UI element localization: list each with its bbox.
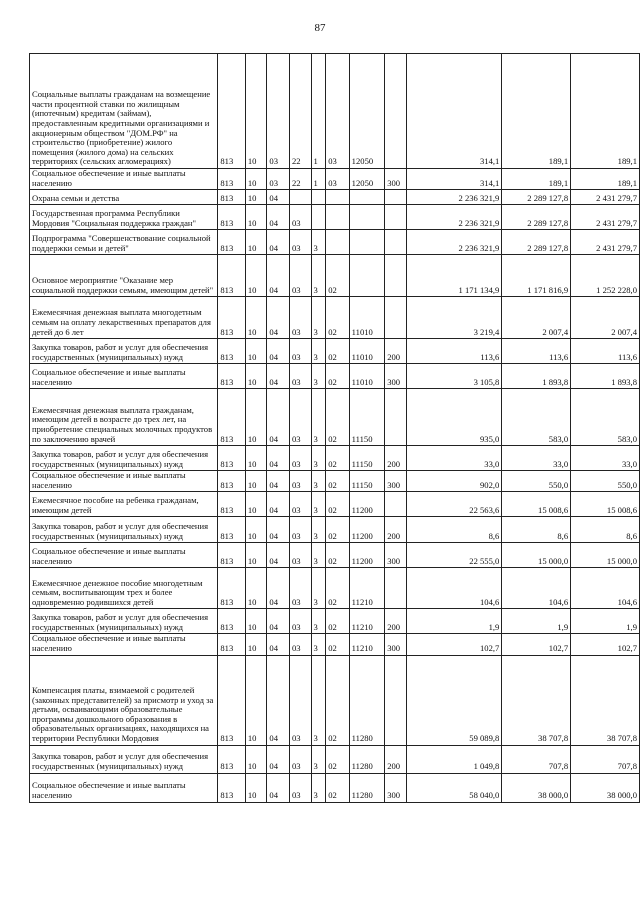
subprogram-code: 3 <box>311 446 326 471</box>
amount-year-3: 2 431 279,7 <box>571 230 640 255</box>
expense-type-code: 300 <box>385 773 407 802</box>
expense-type-code: 300 <box>385 169 407 190</box>
direction-code: 11210 <box>349 609 385 634</box>
subprogram-code: 3 <box>311 543 326 568</box>
table-row <box>30 517 640 543</box>
budget-item-name: Закупка товаров, работ и услуг для обеспечения государственных (муниципальных) нужд <box>30 517 218 543</box>
table-row <box>30 54 640 169</box>
program-code: 03 <box>289 745 311 773</box>
subsection-code: 04 <box>267 389 290 446</box>
program-code <box>289 190 311 205</box>
ministry-code: 813 <box>218 609 245 634</box>
direction-code: 11280 <box>349 773 385 802</box>
expense-type-code: 200 <box>385 517 407 543</box>
subsection-code: 03 <box>267 54 290 169</box>
activity-code: 02 <box>326 517 349 543</box>
activity-code: 02 <box>326 389 349 446</box>
section-code: 10 <box>245 446 267 471</box>
section-code: 10 <box>245 745 267 773</box>
subsection-code: 04 <box>267 634 290 655</box>
table-row <box>30 609 640 634</box>
amount-year-2: 2 289 127,8 <box>502 230 571 255</box>
expense-type-code <box>385 492 407 517</box>
activity-code: 02 <box>326 543 349 568</box>
budget-item-name: Подпрограмма "Совершенствование социальной поддержки семьи и детей" <box>30 230 218 255</box>
subsection-code: 04 <box>267 364 290 389</box>
amount-year-2: 102,7 <box>502 634 571 655</box>
amount-year-3: 583,0 <box>571 389 640 446</box>
program-code: 03 <box>289 446 311 471</box>
expense-type-code: 300 <box>385 543 407 568</box>
direction-code: 11280 <box>349 745 385 773</box>
expense-type-code: 200 <box>385 745 407 773</box>
budget-item-name: Социальное обеспечение и иные выплаты населению <box>30 773 218 802</box>
subsection-code: 04 <box>267 297 290 339</box>
section-code: 10 <box>245 517 267 543</box>
section-code: 10 <box>245 389 267 446</box>
amount-year-3: 1,9 <box>571 609 640 634</box>
direction-code: 11280 <box>349 655 385 745</box>
ministry-code: 813 <box>218 745 245 773</box>
direction-code <box>349 205 385 230</box>
amount-year-2: 15 008,6 <box>502 492 571 517</box>
budget-item-name: Государственная программа Республики Мордовия "Социальная поддержка граждан" <box>30 205 218 230</box>
direction-code: 11010 <box>349 297 385 339</box>
table-row <box>30 297 640 339</box>
section-code: 10 <box>245 339 267 364</box>
ministry-code: 813 <box>218 655 245 745</box>
table-row <box>30 169 640 190</box>
amount-year-3: 189,1 <box>571 169 640 190</box>
direction-code: 11200 <box>349 543 385 568</box>
subsection-code: 04 <box>267 230 290 255</box>
subprogram-code: 3 <box>311 255 326 297</box>
expense-type-code: 300 <box>385 634 407 655</box>
subsection-code: 04 <box>267 446 290 471</box>
section-code: 10 <box>245 364 267 389</box>
subprogram-code: 3 <box>311 568 326 609</box>
budget-item-name: Социальное обеспечение и иные выплаты населению <box>30 634 218 655</box>
expense-type-code <box>385 54 407 169</box>
direction-code: 11010 <box>349 339 385 364</box>
table-row <box>30 655 640 745</box>
activity-code: 02 <box>326 255 349 297</box>
subsection-code: 04 <box>267 205 290 230</box>
subsection-code: 04 <box>267 339 290 364</box>
subsection-code: 03 <box>267 169 290 190</box>
section-code: 10 <box>245 471 267 492</box>
budget-item-name: Основное мероприятие "Оказание мер социальной поддержки семьям, имеющим детей" <box>30 255 218 297</box>
subsection-code: 04 <box>267 517 290 543</box>
activity-code <box>326 230 349 255</box>
section-code: 10 <box>245 297 267 339</box>
amount-year-1: 113,6 <box>406 339 501 364</box>
section-code: 10 <box>245 205 267 230</box>
amount-year-1: 314,1 <box>406 54 501 169</box>
amount-year-1: 314,1 <box>406 169 501 190</box>
program-code: 22 <box>289 169 311 190</box>
subprogram-code: 3 <box>311 745 326 773</box>
program-code: 03 <box>289 609 311 634</box>
subprogram-code: 1 <box>311 169 326 190</box>
amount-year-2: 1 171 816,9 <box>502 255 571 297</box>
program-code: 03 <box>289 634 311 655</box>
section-code: 10 <box>245 255 267 297</box>
ministry-code: 813 <box>218 634 245 655</box>
subprogram-code: 3 <box>311 471 326 492</box>
amount-year-1: 22 563,6 <box>406 492 501 517</box>
ministry-code: 813 <box>218 543 245 568</box>
amount-year-1: 1,9 <box>406 609 501 634</box>
program-code: 03 <box>289 655 311 745</box>
program-code: 03 <box>289 389 311 446</box>
activity-code: 02 <box>326 773 349 802</box>
amount-year-2: 113,6 <box>502 339 571 364</box>
activity-code: 02 <box>326 446 349 471</box>
amount-year-1: 3 105,8 <box>406 364 501 389</box>
direction-code: 11150 <box>349 389 385 446</box>
budget-item-name: Закупка товаров, работ и услуг для обеспечения государственных (муниципальных) нужд <box>30 339 218 364</box>
amount-year-3: 2 007,4 <box>571 297 640 339</box>
table-row <box>30 205 640 230</box>
expense-type-code: 200 <box>385 339 407 364</box>
table-row <box>30 230 640 255</box>
section-code: 10 <box>245 655 267 745</box>
budget-item-name: Социальные выплаты гражданам на возмещение части процентной ставки по жилищным (ипотечным) кредитам (займам), предоставленным кредитными организациями и акционерным обществом "ДОМ.РФ" на строительство (приобретение) жилого помещения (жилого дома) на сельских территориях (сельских агломерациях) <box>30 54 218 169</box>
expense-type-code: 300 <box>385 364 407 389</box>
amount-year-1: 8,6 <box>406 517 501 543</box>
amount-year-2: 38 000,0 <box>502 773 571 802</box>
ministry-code: 813 <box>218 190 245 205</box>
table-row <box>30 255 640 297</box>
table-row <box>30 543 640 568</box>
ministry-code: 813 <box>218 255 245 297</box>
subprogram-code: 1 <box>311 54 326 169</box>
amount-year-3: 707,8 <box>571 745 640 773</box>
program-code: 03 <box>289 339 311 364</box>
activity-code: 03 <box>326 169 349 190</box>
direction-code: 11150 <box>349 446 385 471</box>
subprogram-code: 3 <box>311 364 326 389</box>
amount-year-3: 104,6 <box>571 568 640 609</box>
amount-year-1: 2 236 321,9 <box>406 230 501 255</box>
budget-item-name: Ежемесячная денежная выплата многодетным семьям на оплату лекарственных препаратов для детей до 6 лет <box>30 297 218 339</box>
program-code: 03 <box>289 297 311 339</box>
amount-year-2: 33,0 <box>502 446 571 471</box>
subsection-code: 04 <box>267 773 290 802</box>
expense-type-code <box>385 389 407 446</box>
program-code: 03 <box>289 543 311 568</box>
budget-table <box>29 53 640 803</box>
amount-year-2: 2 007,4 <box>502 297 571 339</box>
ministry-code: 813 <box>218 773 245 802</box>
section-code: 10 <box>245 543 267 568</box>
activity-code: 02 <box>326 745 349 773</box>
amount-year-2: 1 893,8 <box>502 364 571 389</box>
program-code: 03 <box>289 471 311 492</box>
ministry-code: 813 <box>218 446 245 471</box>
subprogram-code: 3 <box>311 609 326 634</box>
ministry-code: 813 <box>218 364 245 389</box>
table-row <box>30 568 640 609</box>
budget-item-name: Ежемесячная денежная выплата гражданам, имеющим детей в возрасте до трех лет, на приобретение специальных молочных продуктов по заключению врачей <box>30 389 218 446</box>
activity-code: 03 <box>326 54 349 169</box>
subprogram-code <box>311 190 326 205</box>
table-row <box>30 745 640 773</box>
budget-item-name: Закупка товаров, работ и услуг для обеспечения государственных (муниципальных) нужд <box>30 609 218 634</box>
amount-year-1: 3 219,4 <box>406 297 501 339</box>
budget-item-name: Охрана семьи и детства <box>30 190 218 205</box>
amount-year-2: 2 289 127,8 <box>502 190 571 205</box>
program-code: 03 <box>289 568 311 609</box>
subsection-code: 04 <box>267 255 290 297</box>
direction-code: 11010 <box>349 364 385 389</box>
activity-code: 02 <box>326 339 349 364</box>
section-code: 10 <box>245 609 267 634</box>
program-code: 03 <box>289 230 311 255</box>
table-row <box>30 339 640 364</box>
amount-year-1: 58 040,0 <box>406 773 501 802</box>
table-row <box>30 471 640 492</box>
expense-type-code: 200 <box>385 446 407 471</box>
subprogram-code: 3 <box>311 492 326 517</box>
ministry-code: 813 <box>218 169 245 190</box>
direction-code: 11200 <box>349 517 385 543</box>
amount-year-3: 1 252 228,0 <box>571 255 640 297</box>
subsection-code: 04 <box>267 543 290 568</box>
section-code: 10 <box>245 634 267 655</box>
expense-type-code <box>385 205 407 230</box>
amount-year-2: 550,0 <box>502 471 571 492</box>
ministry-code: 813 <box>218 568 245 609</box>
amount-year-3: 38 000,0 <box>571 773 640 802</box>
amount-year-2: 8,6 <box>502 517 571 543</box>
ministry-code: 813 <box>218 205 245 230</box>
table-row <box>30 364 640 389</box>
section-code: 10 <box>245 568 267 609</box>
section-code: 10 <box>245 169 267 190</box>
subsection-code: 04 <box>267 492 290 517</box>
budget-item-name: Ежемесячное пособие на ребенка гражданам, имеющим детей <box>30 492 218 517</box>
direction-code: 12050 <box>349 54 385 169</box>
subprogram-code: 3 <box>311 517 326 543</box>
amount-year-2: 707,8 <box>502 745 571 773</box>
table-row <box>30 446 640 471</box>
amount-year-3: 15 000,0 <box>571 543 640 568</box>
program-code: 03 <box>289 492 311 517</box>
amount-year-2: 189,1 <box>502 169 571 190</box>
subprogram-code: 3 <box>311 773 326 802</box>
page-number: 87 <box>314 22 326 34</box>
amount-year-1: 22 555,0 <box>406 543 501 568</box>
budget-item-name: Закупка товаров, работ и услуг для обеспечения государственных (муниципальных) нужд <box>30 745 218 773</box>
ministry-code: 813 <box>218 339 245 364</box>
expense-type-code <box>385 190 407 205</box>
amount-year-3: 8,6 <box>571 517 640 543</box>
ministry-code: 813 <box>218 54 245 169</box>
activity-code <box>326 190 349 205</box>
amount-year-2: 15 000,0 <box>502 543 571 568</box>
expense-type-code <box>385 255 407 297</box>
ministry-code: 813 <box>218 389 245 446</box>
subsection-code: 04 <box>267 655 290 745</box>
budget-item-name: Социальное обеспечение и иные выплаты населению <box>30 169 218 190</box>
expense-type-code <box>385 568 407 609</box>
expense-type-code: 300 <box>385 471 407 492</box>
subsection-code: 04 <box>267 471 290 492</box>
amount-year-2: 583,0 <box>502 389 571 446</box>
amount-year-2: 38 707,8 <box>502 655 571 745</box>
amount-year-3: 33,0 <box>571 446 640 471</box>
ministry-code: 813 <box>218 492 245 517</box>
ministry-code: 813 <box>218 517 245 543</box>
section-code: 10 <box>245 773 267 802</box>
amount-year-3: 2 431 279,7 <box>571 205 640 230</box>
amount-year-2: 2 289 127,8 <box>502 205 571 230</box>
subprogram-code: 3 <box>311 339 326 364</box>
activity-code: 02 <box>326 655 349 745</box>
direction-code <box>349 190 385 205</box>
amount-year-3: 189,1 <box>571 54 640 169</box>
subprogram-code: 3 <box>311 230 326 255</box>
activity-code: 02 <box>326 471 349 492</box>
program-code: 03 <box>289 517 311 543</box>
subprogram-code: 3 <box>311 297 326 339</box>
amount-year-1: 2 236 321,9 <box>406 205 501 230</box>
program-code: 03 <box>289 255 311 297</box>
subprogram-code: 3 <box>311 655 326 745</box>
amount-year-3: 38 707,8 <box>571 655 640 745</box>
subsection-code: 04 <box>267 568 290 609</box>
amount-year-1: 935,0 <box>406 389 501 446</box>
direction-code <box>349 230 385 255</box>
ministry-code: 813 <box>218 230 245 255</box>
activity-code <box>326 205 349 230</box>
subsection-code: 04 <box>267 609 290 634</box>
program-code: 03 <box>289 205 311 230</box>
activity-code: 02 <box>326 492 349 517</box>
subprogram-code <box>311 205 326 230</box>
ministry-code: 813 <box>218 297 245 339</box>
expense-type-code: 200 <box>385 609 407 634</box>
table-row <box>30 634 640 655</box>
program-code: 03 <box>289 364 311 389</box>
section-code: 10 <box>245 54 267 169</box>
ministry-code: 813 <box>218 471 245 492</box>
direction-code: 11200 <box>349 492 385 517</box>
expense-type-code <box>385 230 407 255</box>
budget-item-name: Социальное обеспечение и иные выплаты населению <box>30 543 218 568</box>
amount-year-3: 550,0 <box>571 471 640 492</box>
amount-year-3: 15 008,6 <box>571 492 640 517</box>
amount-year-2: 189,1 <box>502 54 571 169</box>
amount-year-1: 33,0 <box>406 446 501 471</box>
direction-code: 12050 <box>349 169 385 190</box>
direction-code: 11210 <box>349 568 385 609</box>
section-code: 10 <box>245 492 267 517</box>
activity-code: 02 <box>326 364 349 389</box>
expense-type-code <box>385 297 407 339</box>
section-code: 10 <box>245 230 267 255</box>
table-row <box>30 190 640 205</box>
direction-code: 11210 <box>349 634 385 655</box>
table-row <box>30 492 640 517</box>
amount-year-1: 102,7 <box>406 634 501 655</box>
amount-year-3: 2 431 279,7 <box>571 190 640 205</box>
section-code: 10 <box>245 190 267 205</box>
budget-item-name: Ежемесячное денежное пособие многодетным семьям, воспитывающим трех и более одновременно родившихся детей <box>30 568 218 609</box>
subsection-code: 04 <box>267 745 290 773</box>
subprogram-code: 3 <box>311 389 326 446</box>
table-row <box>30 773 640 802</box>
amount-year-3: 102,7 <box>571 634 640 655</box>
budget-item-name: Социальное обеспечение и иные выплаты населению <box>30 471 218 492</box>
direction-code: 11150 <box>349 471 385 492</box>
amount-year-1: 104,6 <box>406 568 501 609</box>
table-row <box>30 389 640 446</box>
activity-code: 02 <box>326 634 349 655</box>
subprogram-code: 3 <box>311 634 326 655</box>
amount-year-1: 1 171 134,9 <box>406 255 501 297</box>
subsection-code: 04 <box>267 190 290 205</box>
amount-year-3: 113,6 <box>571 339 640 364</box>
direction-code <box>349 255 385 297</box>
amount-year-2: 1,9 <box>502 609 571 634</box>
amount-year-1: 1 049,8 <box>406 745 501 773</box>
amount-year-1: 59 089,8 <box>406 655 501 745</box>
program-code: 03 <box>289 773 311 802</box>
expense-type-code <box>385 655 407 745</box>
amount-year-1: 2 236 321,9 <box>406 190 501 205</box>
activity-code: 02 <box>326 568 349 609</box>
activity-code: 02 <box>326 297 349 339</box>
amount-year-2: 104,6 <box>502 568 571 609</box>
amount-year-3: 1 893,8 <box>571 364 640 389</box>
budget-item-name: Компенсация платы, взимаемой с родителей (законных представителей) за присмотр и уход за детьми, осваивающими образовательные программы дошкольного образования в образовательных организациях, находящихся на территории Республики Мордовия <box>30 655 218 745</box>
amount-year-1: 902,0 <box>406 471 501 492</box>
budget-item-name: Закупка товаров, работ и услуг для обеспечения государственных (муниципальных) нужд <box>30 446 218 471</box>
budget-item-name: Социальное обеспечение и иные выплаты населению <box>30 364 218 389</box>
activity-code: 02 <box>326 609 349 634</box>
program-code: 22 <box>289 54 311 169</box>
